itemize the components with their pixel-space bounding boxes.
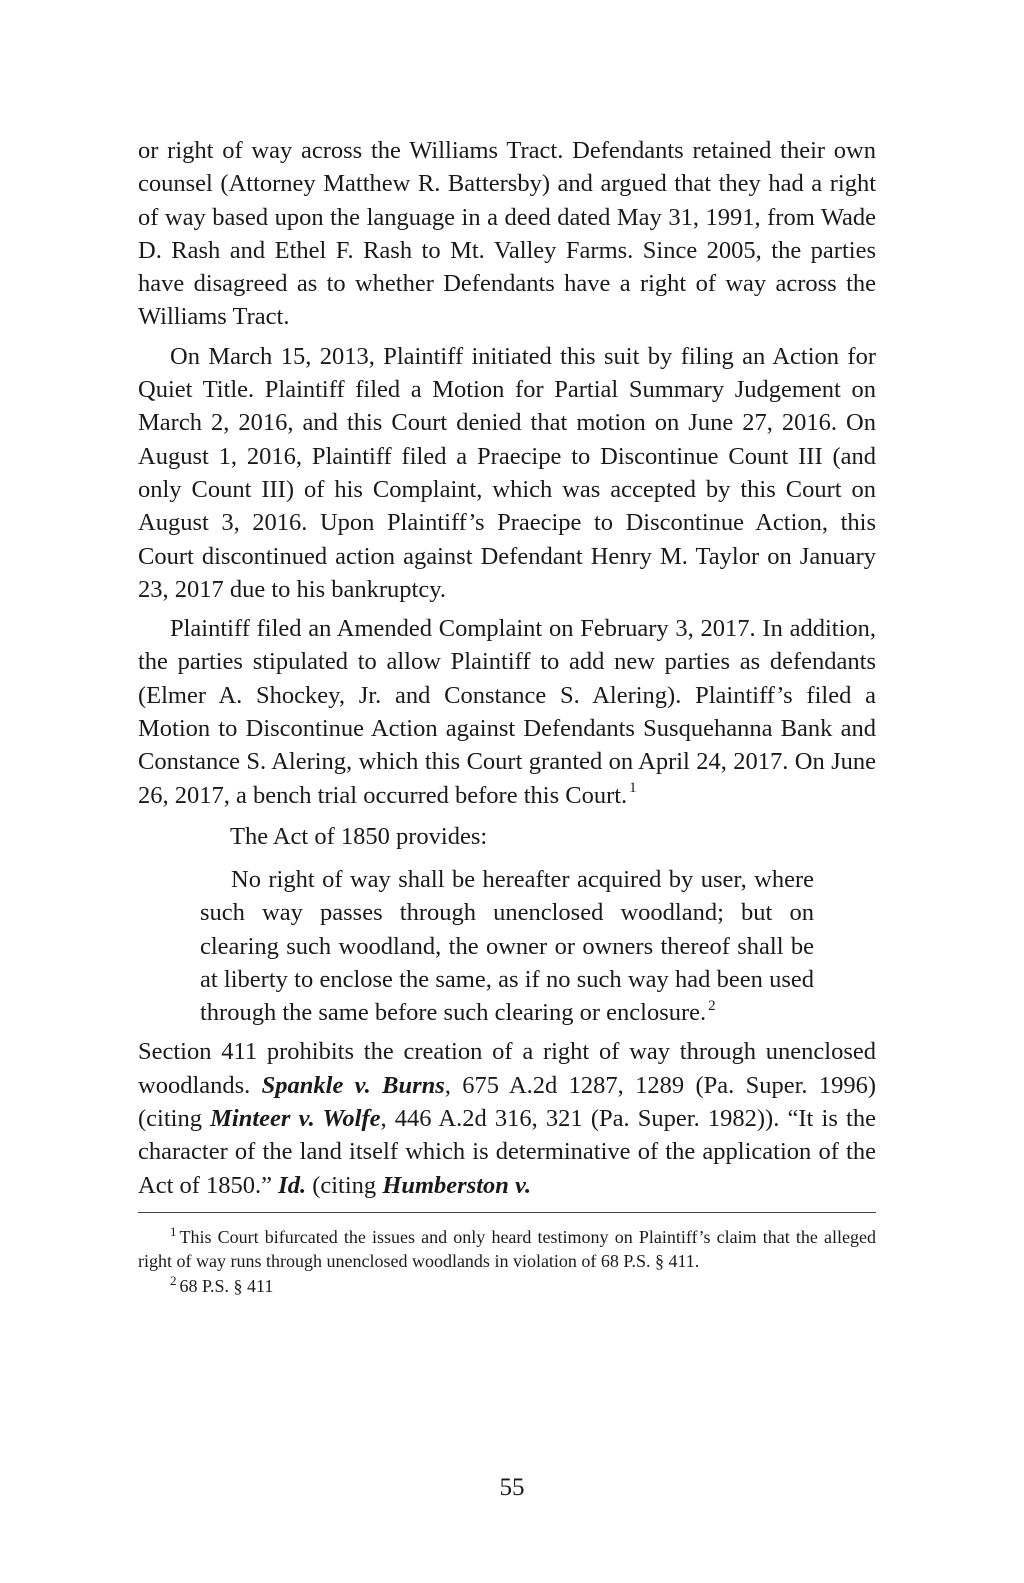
footnote-divider	[138, 1212, 876, 1213]
footnote-2-mark: 2	[170, 1273, 177, 1289]
footnote-2-text: 68 P.S. § 411	[179, 1275, 274, 1296]
footnote-1-text: This Court bifurcated the issues and only heard testimony on Plaintiff’s claim that the alleged right of way runs through unenclosed woodlands in violation of 68 P.S. § 411.	[138, 1226, 876, 1272]
paragraph-4	[138, 1035, 876, 1201]
p4-text-4: (citing	[306, 1171, 383, 1199]
footnotes	[138, 1225, 876, 1299]
case-citation-id: Id.	[278, 1171, 307, 1199]
footnote-1	[138, 1225, 876, 1274]
footnote-ref-1[interactable]: 1	[629, 780, 637, 797]
page-body	[138, 134, 876, 1298]
act-intro: The Act of 1850 provides:	[230, 822, 488, 850]
page-number: 55	[499, 1474, 525, 1501]
case-citation-minteer: Minteer v. Wolfe	[210, 1105, 381, 1133]
case-citation-humberston: Humberston v.	[382, 1171, 532, 1199]
paragraph-3-text: Plaintiff filed an Amended Complaint on February 3, 2017. In addition, the parties stipulated to allow Plaintiff to add new parties as defendants (Elmer A. Shockey, Jr. and Constance S. Alering). Plaintiff’s filed a Motion to Discontinue Action against Defendants Susquehanna Bank and Constance S. Alering, which this Court granted on April 24, 2017. On June 26, 2017, a bench trial occurred before this Court.	[138, 615, 876, 809]
block-quote	[200, 863, 814, 1029]
footnote-ref-2[interactable]: 2	[708, 997, 716, 1014]
p4-text-3: , 446 A.2d 316, 321 (Pa. Super. 1982)). “It is the character of the land itself which is determinative of the application of the Act of 1850.”	[138, 1105, 876, 1199]
block-quote-text: No right of way shall be hereafter acquired by user, where such way passes through unenclosed woodland; but on clearing such woodland, the owner or owners thereof shall be at liberty to enclose the same, as if no such way had been used through the same before such clearing or enclosure.	[200, 865, 814, 1027]
paragraph-2: On March 15, 2013, Plaintiff initiated this suit by filing an Action for Quiet Title. Plaintiff filed a Motion for Partial Summary Judgement on March 2, 2016, and this Court denied that motion on June 27, 2016. On August 1, 2016, Plaintiff filed a Praecipe to Discontinue Count III (and only Count III) of his Complaint, which was accepted by this Court on August 3, 2016. Upon Plaintiff’s Praecipe to Discontinue Action, this Court discontinued action against Defendant Henry M. Taylor on January 23, 2017 due to his bankruptcy.	[138, 342, 876, 603]
footnote-2	[138, 1274, 876, 1299]
footnote-1-mark: 1	[170, 1224, 177, 1240]
p4-text-1: Section 411 prohibits the creation of a right of way through unenclosed woodlands.	[138, 1038, 876, 1099]
p4-text-2: , 675 A.2d 1287, 1289 (Pa. Super. 1996) (citing	[138, 1071, 877, 1133]
case-citation-spankle: Spankle v. Burns	[261, 1071, 445, 1099]
paragraph-3	[138, 612, 876, 812]
paragraph-1: or right of way across the Williams Tract. Defendants retained their own counsel (Attorney Matthew R. Battersby) and argued that they had a right of way based upon the language in a deed dated May 31, 1991, from Wade D. Rash and Ethel F. Rash to Mt. Valley Farms. Since 2005, the parties have disagreed as to whether Defendants have a right of way across the Williams Tract.	[138, 137, 876, 331]
